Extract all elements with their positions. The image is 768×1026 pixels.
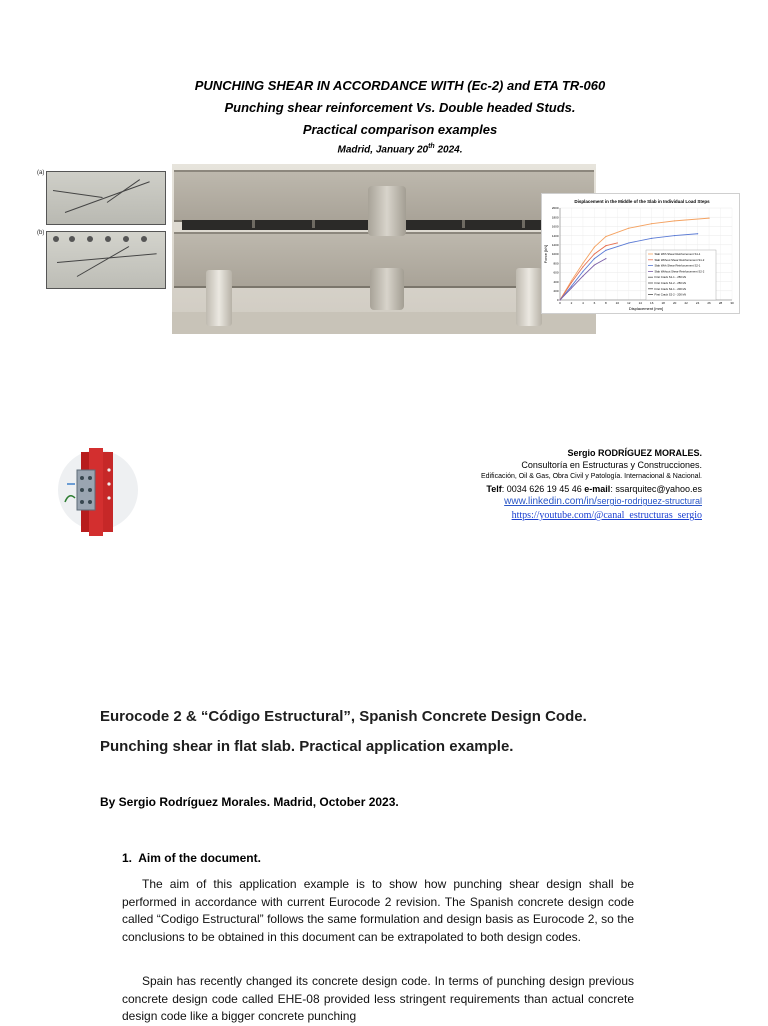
- chart-xtick-label: 2: [570, 301, 573, 305]
- linkedin-link[interactable]: www.linkedin.com/in/sergio-rodriguez-structural: [504, 496, 702, 507]
- chart-point: [594, 253, 595, 254]
- chart-point: [674, 220, 675, 221]
- chart-ytick-label: 400: [553, 279, 559, 284]
- paragraph-spain: Spain has recently changed its concrete design code. In terms of punching design previous concrete design code called EHE-08 provided less stringent requirements than actual concrete design code like a bigger concrete punching: [122, 974, 634, 1023]
- crack-photo-a: [37, 170, 166, 225]
- chart-point: [571, 287, 572, 288]
- connection-3d-illustration: [55, 440, 141, 540]
- header-title-line1: PUNCHING SHEAR IN ACCORDANCE WITH (Ec-2) and ETA TR-060: [194, 78, 606, 93]
- chart-ytick-label: 1400: [551, 233, 559, 238]
- chart-point: [651, 223, 652, 224]
- chart-xtick-label: 6: [593, 301, 596, 305]
- chart-point: [594, 247, 595, 248]
- author-role: Consultoría en Estructuras y Construcciones.: [521, 460, 702, 470]
- chart-point: [582, 263, 583, 264]
- author-sectors: Edificación, Oil & Gas, Obra Civil y Patología. Internacional & Nacional.: [481, 473, 702, 480]
- chart-ytick-label: 1200: [551, 243, 559, 247]
- chart-point: [697, 233, 698, 234]
- chart-point: [605, 245, 606, 246]
- chart-xtick-label: 20: [672, 301, 677, 305]
- chart-point: [571, 286, 572, 287]
- chart-xtick-label: 4: [582, 301, 584, 305]
- chart-xtick-label: 22: [684, 301, 688, 305]
- chart-ytick-label: 600: [553, 270, 559, 275]
- chart-ytick-label: 200: [553, 289, 559, 293]
- chart-xtick-label: 12: [627, 301, 631, 305]
- chart-ytick-label: 1600: [551, 224, 559, 229]
- chart-ytick-label: 2000: [551, 206, 559, 211]
- chart-point: [571, 282, 572, 283]
- chart-point: [708, 218, 709, 219]
- chart-point: [628, 228, 629, 229]
- chart-point: [594, 258, 595, 259]
- chart-point: [582, 271, 583, 272]
- youtube-link[interactable]: https://youtube.com/@canal_estructuras_sergio: [511, 510, 702, 521]
- chart-point: [605, 250, 606, 251]
- punching-test-photo: [172, 164, 596, 334]
- chart-svg: [542, 194, 739, 313]
- chart-point: [594, 264, 595, 265]
- chart-point: [605, 258, 606, 259]
- chart-xtick-label: 26: [707, 301, 711, 305]
- chart-point: [651, 238, 652, 239]
- header-title-line3: Practical comparison examples: [302, 122, 498, 137]
- chart-legend-entry: Slab Without Shear Reinforcement S2-2: [654, 269, 705, 274]
- chart-xtick-label: 24: [695, 301, 700, 305]
- document-byline: By Sergio Rodríguez Morales. Madrid, October 2023.: [100, 795, 399, 809]
- chart-point: [582, 266, 583, 267]
- crack-pattern-photos: [34, 165, 172, 333]
- author-name: Sergio RODRÍGUEZ MORALES.: [567, 448, 702, 458]
- chart-xtick-label: 28: [718, 301, 723, 305]
- chart-point: [674, 235, 675, 236]
- chart-ytick-label: 0: [556, 298, 559, 303]
- photo-tag-a: (a): [37, 170, 45, 176]
- document-title-line1: Eurocode 2 & “Código Estructural”, Spanish Concrete Design Code.: [100, 708, 587, 725]
- chart-legend-entry: First Crack S1-2 - 250 kN: [654, 281, 687, 285]
- chart-title: Displacement in the Middle of the Slab in Individual Load Steps: [574, 199, 710, 204]
- load-displacement-chart: [541, 193, 740, 314]
- chart-xtick-label: 16: [650, 301, 654, 305]
- chart-xlabel: Displacement [mm]: [628, 306, 664, 311]
- chart-xtick-label: 10: [615, 301, 620, 305]
- chart-xtick-label: 30: [730, 301, 734, 305]
- chart-point: [628, 242, 629, 243]
- chart-ytick-label: 1000: [551, 252, 559, 257]
- header-date: Madrid, January 20th 2024.: [337, 143, 463, 156]
- chart-legend-entry: First Crack S2-2 - 200 kN: [654, 292, 687, 297]
- crack-photo-b: [37, 230, 166, 289]
- chart-point: [571, 280, 572, 281]
- chart-ytick-label: 800: [553, 261, 559, 266]
- photo-tag-b: (b): [37, 230, 45, 236]
- chart-point: [605, 236, 606, 237]
- chart-legend-entry: Slab Without Shear Reinforcement S1-2: [654, 257, 705, 262]
- chart-legend-entry: First Crack S1-1 - 250 kN: [654, 275, 687, 280]
- document-title-line2: Punching shear in flat slab. Practical application example.: [100, 738, 514, 755]
- chart-ytick-label: 1800: [551, 215, 559, 220]
- chart-point: [582, 275, 583, 276]
- chart-xtick-label: 18: [661, 301, 665, 305]
- chart-xtick-label: 8: [605, 301, 607, 305]
- section-heading: 1. Aim of the document.: [122, 851, 261, 865]
- author-phone-email: Telf: 0034 626 19 45 46 e-mail: ssarquitec@yahoo.es: [486, 484, 702, 494]
- chart-legend-entry: First Crack S2-1 - 200 kN: [654, 286, 687, 291]
- paragraph-aim: The aim of this application example is to show how punching shear design shall be performed in accordance with current Eurocode 2 revision. The Spanish concrete design code called “Codigo Estructural” follows the same formulation and design basis as Eurocode 2, so the conclusions to be obtained in this document can be extrapolated to both design codes.: [122, 877, 634, 944]
- chart-legend-entry: Slab With Shear Reinforcement S1-1: [654, 252, 701, 256]
- chart-xtick-label: 14: [638, 301, 642, 305]
- chart-xtick-label: 0: [559, 301, 561, 305]
- header-title-line2: Punching shear reinforcement Vs. Double headed Studs.: [224, 100, 576, 115]
- chart-ylabel: Force [kN]: [543, 244, 548, 264]
- chart-point: [617, 242, 618, 243]
- chart-point: [556, 298, 560, 303]
- chart-legend-entry: Slab With Shear Reinforcement S2-1: [654, 263, 701, 268]
